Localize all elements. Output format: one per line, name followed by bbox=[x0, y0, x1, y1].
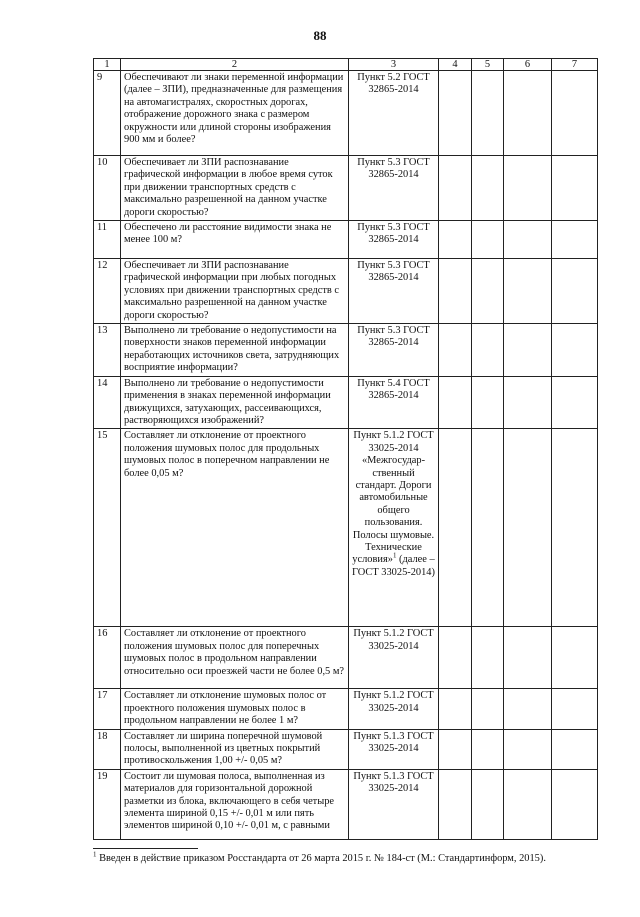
empty-cell bbox=[472, 259, 504, 324]
footnote bbox=[93, 850, 633, 865]
reference-cell: Пункт 5.3 ГОСТ 32865-2014 bbox=[349, 259, 439, 324]
empty-cell bbox=[504, 429, 552, 627]
empty-cell bbox=[552, 71, 598, 156]
table-header-row bbox=[94, 59, 598, 71]
empty-cell bbox=[439, 627, 472, 689]
row-number: 18 bbox=[94, 729, 121, 769]
empty-cell bbox=[472, 324, 504, 377]
empty-cell bbox=[439, 221, 472, 259]
header-cell: 2 bbox=[121, 59, 349, 71]
empty-cell bbox=[472, 156, 504, 221]
empty-cell bbox=[552, 429, 598, 627]
header-cell: 1 bbox=[94, 59, 121, 71]
empty-cell bbox=[552, 324, 598, 377]
empty-cell bbox=[439, 689, 472, 729]
row-number: 13 bbox=[94, 324, 121, 377]
table-row bbox=[94, 376, 598, 429]
table-row bbox=[94, 627, 598, 689]
row-number: 16 bbox=[94, 627, 121, 689]
empty-cell bbox=[472, 769, 504, 839]
empty-cell bbox=[504, 769, 552, 839]
footnote-text: Введен в действие приказом Росстандарта от 26 марта 2015 г. № 184-ст (М.: Стандартинформ, 2015). bbox=[96, 853, 546, 864]
page-number: 88 bbox=[313, 28, 327, 43]
empty-cell bbox=[439, 429, 472, 627]
empty-cell bbox=[552, 627, 598, 689]
table-row bbox=[94, 221, 598, 259]
empty-cell bbox=[472, 627, 504, 689]
empty-cell bbox=[504, 376, 552, 429]
question-text: Составляет ли отклонение шумовых полос от проектного положения шумовых полос в продольном направлении не более 1 м? bbox=[121, 689, 349, 729]
empty-cell bbox=[504, 729, 552, 769]
row-number: 19 bbox=[94, 769, 121, 839]
empty-cell bbox=[504, 259, 552, 324]
empty-cell bbox=[504, 156, 552, 221]
question-text: Выполнено ли требование о недопустимости применения в знаках переменной информации движущихся, затухающих, рассеивающихся, растворяющихся изображений? bbox=[121, 376, 349, 429]
table-row bbox=[94, 259, 598, 324]
question-text: Состоит ли шумовая полоса, выполненная из материалов для горизонтальной дорожной разметки из блока, включающего в себя четыре элемента шириной 0,15 +/- 0,01 м или пять элементов шириной 0,10 +/- 0,01 м, с равными bbox=[121, 769, 349, 839]
table-row bbox=[94, 71, 598, 156]
header-cell: 4 bbox=[439, 59, 472, 71]
row-number: 15 bbox=[94, 429, 121, 627]
row-number: 12 bbox=[94, 259, 121, 324]
row-number: 17 bbox=[94, 689, 121, 729]
header-cell: 7 bbox=[552, 59, 598, 71]
question-text: Выполнено ли требование о недопустимости на поверхности знаков переменной информации неработающих источников света, затрудняющих восприятие информации? bbox=[121, 324, 349, 377]
footnote-divider bbox=[93, 848, 198, 849]
empty-cell bbox=[504, 689, 552, 729]
checklist-table bbox=[93, 58, 598, 840]
reference-abbreviation: (далее – ГОСТ 33025-2014) bbox=[352, 554, 435, 578]
table-row bbox=[94, 689, 598, 729]
empty-cell bbox=[504, 221, 552, 259]
reference-cell bbox=[349, 429, 439, 627]
reference-text: Пункт 5.1.2 ГОСТ 33025-2014 «Межгосудар-ственный стандарт. Дороги автомобильные общего пользования. Полосы шумовые. Технические условия» bbox=[352, 430, 435, 566]
reference-cell: Пункт 5.1.3 ГОСТ 33025-2014 bbox=[349, 729, 439, 769]
question-text: Обеспечивает ли ЗПИ распознавание графической информации в любое время суток при движении транспортных средств с максимально разрешенной на данном участке дороги скоростью? bbox=[121, 156, 349, 221]
header-cell: 3 bbox=[349, 59, 439, 71]
empty-cell bbox=[439, 259, 472, 324]
reference-cell: Пункт 5.1.2 ГОСТ 33025-2014 bbox=[349, 689, 439, 729]
reference-cell: Пункт 5.1.2 ГОСТ 33025-2014 bbox=[349, 627, 439, 689]
empty-cell bbox=[439, 156, 472, 221]
reference-cell: Пункт 5.3 ГОСТ 32865-2014 bbox=[349, 156, 439, 221]
table-row bbox=[94, 769, 598, 839]
empty-cell bbox=[552, 259, 598, 324]
empty-cell bbox=[552, 729, 598, 769]
question-text: Составляет ли отклонение от проектного положения шумовых полос для продольных шумовых полос в поперечном направлении не более 0,05 м? bbox=[121, 429, 349, 627]
header-cell: 6 bbox=[504, 59, 552, 71]
footnote-marker: 1 bbox=[392, 551, 397, 560]
empty-cell bbox=[472, 689, 504, 729]
header-cell: 5 bbox=[472, 59, 504, 71]
empty-cell bbox=[504, 71, 552, 156]
empty-cell bbox=[472, 376, 504, 429]
empty-cell bbox=[472, 221, 504, 259]
question-text: Обеспечивают ли знаки переменной информации (далее – ЗПИ), предназначенные для размещения на автомагистралях, скоростных дорогах, отображение дорожного знака с размером окружности или длиной стороны изображения 900 мм и более? bbox=[121, 71, 349, 156]
question-text: Обеспечено ли расстояние видимости знака не менее 100 м? bbox=[121, 221, 349, 259]
reference-cell: Пункт 5.4 ГОСТ 32865-2014 bbox=[349, 376, 439, 429]
empty-cell bbox=[472, 729, 504, 769]
empty-cell bbox=[552, 376, 598, 429]
question-text: Составляет ли отклонение от проектного положения шумовых полос для поперечных шумовых полос в продольном направлении относительно оси проезжей части не более 0,5 м? bbox=[121, 627, 349, 689]
empty-cell bbox=[439, 324, 472, 377]
empty-cell bbox=[552, 689, 598, 729]
table-row bbox=[94, 429, 598, 627]
table-row bbox=[94, 324, 598, 377]
question-text: Составляет ли ширина поперечной шумовой полосы, выполненной из цветных покрытий противоскольжения 1,00 +/- 0,05 м? bbox=[121, 729, 349, 769]
empty-cell bbox=[552, 156, 598, 221]
empty-cell bbox=[504, 627, 552, 689]
empty-cell bbox=[552, 221, 598, 259]
reference-cell: Пункт 5.3 ГОСТ 32865-2014 bbox=[349, 221, 439, 259]
empty-cell bbox=[472, 71, 504, 156]
empty-cell bbox=[472, 429, 504, 627]
table-row bbox=[94, 729, 598, 769]
empty-cell bbox=[439, 769, 472, 839]
empty-cell bbox=[439, 376, 472, 429]
row-number: 14 bbox=[94, 376, 121, 429]
empty-cell bbox=[552, 769, 598, 839]
reference-cell: Пункт 5.1.3 ГОСТ 33025-2014 bbox=[349, 769, 439, 839]
row-number: 11 bbox=[94, 221, 121, 259]
table-row bbox=[94, 156, 598, 221]
row-number: 9 bbox=[94, 71, 121, 156]
footnote-marker: 1 bbox=[93, 850, 97, 859]
reference-cell: Пункт 5.2 ГОСТ 32865-2014 bbox=[349, 71, 439, 156]
empty-cell bbox=[504, 324, 552, 377]
reference-cell: Пункт 5.3 ГОСТ 32865-2014 bbox=[349, 324, 439, 377]
empty-cell bbox=[439, 71, 472, 156]
question-text: Обеспечивает ли ЗПИ распознавание графической информации при любых погодных условиях при движении транспортных средств с максимально разрешенной на данном участке дороги скоростью? bbox=[121, 259, 349, 324]
empty-cell bbox=[439, 729, 472, 769]
row-number: 10 bbox=[94, 156, 121, 221]
